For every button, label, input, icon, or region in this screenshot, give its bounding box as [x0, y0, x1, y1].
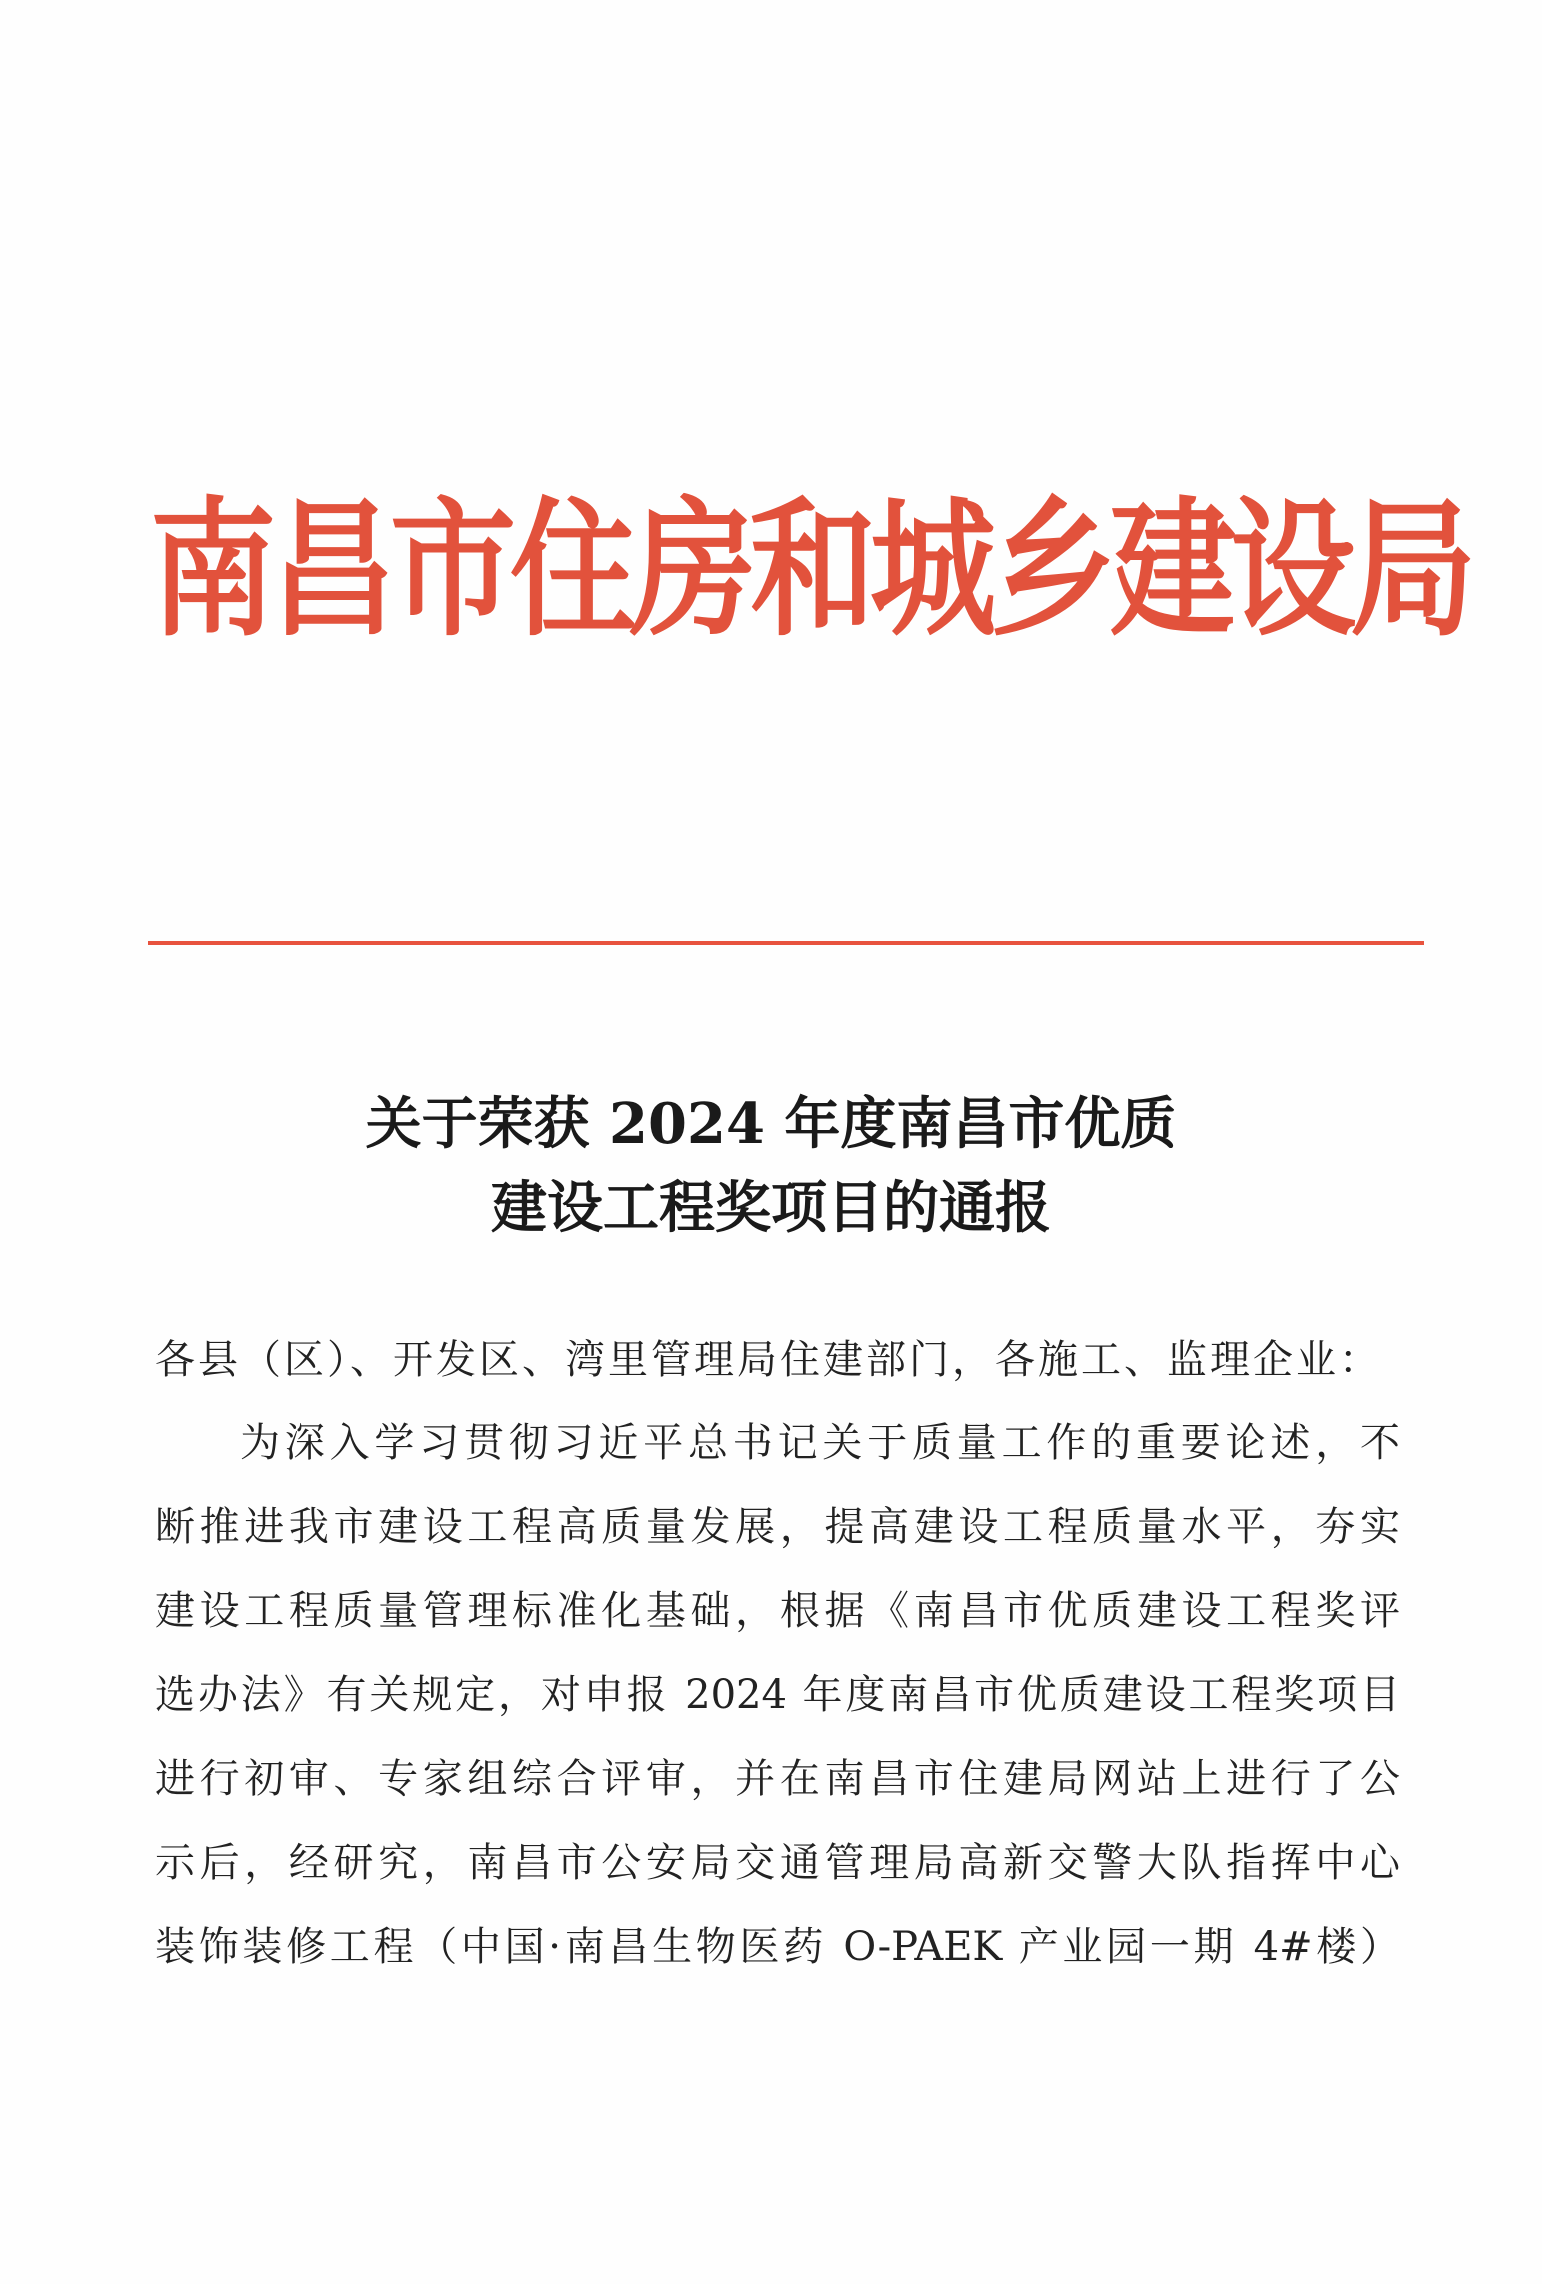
body-line: 建设工程质量管理标准化基础，根据《南昌市优质建设工程奖评: [155, 1588, 1400, 1634]
letterhead-agency-name: 南昌市住房和城乡建设局: [150, 482, 1470, 657]
body-line: 为深入学习贯彻习近平总书记关于质量工作的重要论述，不: [240, 1420, 1400, 1466]
body-line: 进行初审、专家组综合评审，并在南昌市住建局网站上进行了公: [155, 1756, 1400, 1802]
body-line: 装饰装修工程（中国·南昌生物医药 O-PAEK 产业园一期 4#楼）: [155, 1924, 1400, 1970]
notice-title-line-2: 建设工程奖项目的通报: [491, 1175, 1051, 1241]
body-line: 示后，经研究，南昌市公安局交通管理局高新交警大队指挥中心: [155, 1840, 1400, 1886]
body-line: 选办法》有关规定，对申报 2024 年度南昌市优质建设工程奖项目: [155, 1672, 1400, 1718]
salutation: 各县（区）、开发区、湾里管理局住建部门，各施工、监理企业：: [155, 1337, 1382, 1383]
letterhead-red-rule: [148, 941, 1424, 945]
notice-title-line-1: 关于荣获 2024 年度南昌市优质: [365, 1091, 1177, 1157]
body-line: 断推进我市建设工程高质量发展，提高建设工程质量水平，夯实: [155, 1504, 1400, 1550]
